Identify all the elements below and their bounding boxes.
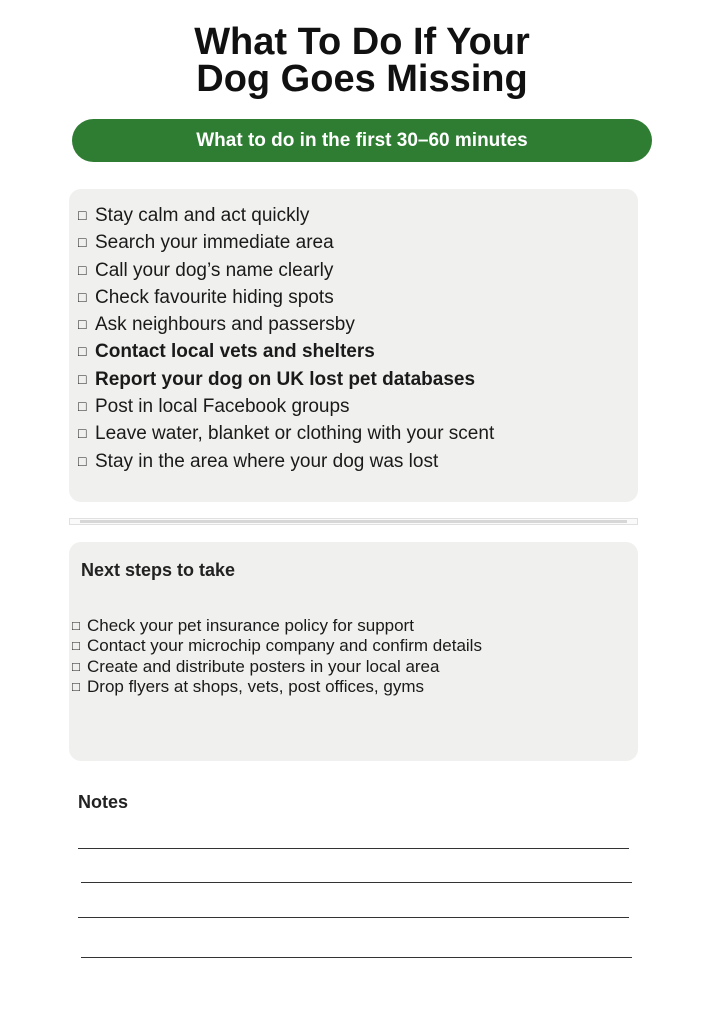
checkbox-icon[interactable]: □ [78,398,87,415]
next-step-item-text: Contact your microchip company and confirm details [87,636,482,656]
first-step-item-text: Call your dog’s name clearly [95,259,334,281]
first-step-item-text: Contact local vets and shelters [95,341,375,363]
first-steps-checklist [78,202,528,475]
checkbox-icon[interactable]: □ [78,425,87,442]
next-step-item-text: Check your pet insurance policy for support [87,616,414,635]
notes-line[interactable] [81,957,632,958]
notes-line[interactable] [78,917,629,918]
first-step-item [78,257,528,284]
first-step-item [78,311,528,338]
checkbox-icon[interactable]: □ [72,658,80,674]
next-step-item [72,657,522,677]
first-step-item-text: Ask neighbours and passersby [95,314,355,336]
next-steps-panel [69,542,638,761]
checkbox-icon[interactable]: □ [78,234,87,251]
title-line-2: Dog Goes Missing [196,58,528,100]
notes-line[interactable] [81,882,632,883]
first-step-item-text: Stay calm and act quickly [95,205,310,226]
first-step-item [78,366,528,393]
checkbox-icon[interactable]: □ [78,207,87,223]
checkbox-icon[interactable]: □ [78,452,87,469]
divider-bar [80,520,627,523]
checkbox-icon[interactable]: □ [78,343,87,360]
next-steps-checklist [72,616,522,697]
checkbox-icon[interactable]: □ [72,618,80,633]
notes-line[interactable] [78,848,629,849]
first-step-item-text: Stay in the area where your dog was lost [95,450,439,472]
page-title [0,21,724,100]
title-line-1: What To Do If Your [194,21,530,63]
first-step-item-text: Report your dog on UK lost pet databases [95,368,476,390]
section-banner [72,119,652,162]
first-step-item [78,229,528,256]
first-step-item-text: Search your immediate area [95,232,334,254]
next-step-item-text: Create and distribute posters in your local area [87,656,440,676]
next-step-item [72,636,522,656]
first-step-item [78,284,528,311]
section-divider [69,518,638,525]
checkbox-icon[interactable]: □ [72,678,80,694]
checkbox-icon[interactable]: □ [78,316,87,333]
first-step-item [78,202,528,229]
first-step-item [78,393,528,420]
checkbox-icon[interactable]: □ [78,261,87,278]
checkbox-icon[interactable]: □ [78,370,87,387]
next-step-item-text: Drop flyers at shops, vets, post offices, gyms [87,676,424,696]
first-step-item [78,338,528,365]
next-steps-heading: Next steps to take [81,560,236,580]
checkbox-icon[interactable]: □ [72,638,80,654]
first-step-item [78,420,528,447]
first-steps-panel [69,189,638,502]
banner-text: What to do in the first 30–60 minutes [196,129,528,151]
checkbox-icon[interactable]: □ [78,288,87,305]
first-step-item [78,448,528,475]
first-step-item-text: Check favourite hiding spots [95,286,334,308]
first-step-item-text: Post in local Facebook groups [95,396,350,418]
notes-label: Notes [78,792,129,812]
first-step-item-text: Leave water, blanket or clothing with your scent [95,423,495,445]
next-step-item [72,616,522,636]
next-step-item [72,677,522,697]
